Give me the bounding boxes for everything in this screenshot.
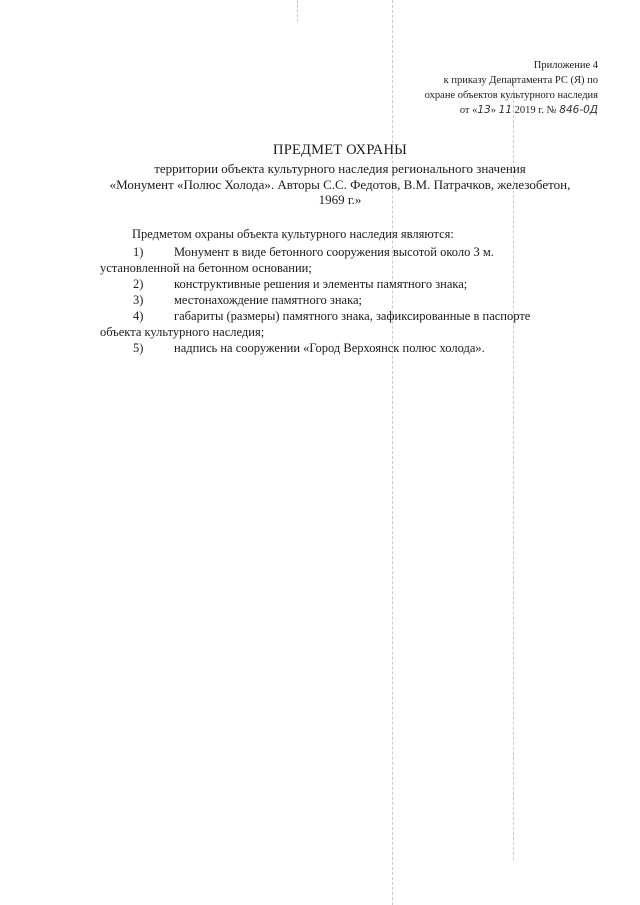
item-text: Монумент в виде бетонного сооружения высотой около 3 м. bbox=[174, 245, 494, 259]
appendix-line: к приказу Департамента РС (Я) по bbox=[443, 75, 598, 86]
date-prefix: от « bbox=[459, 105, 478, 116]
item-text: конструктивные решения и элементы памятного знака; bbox=[174, 277, 468, 291]
page-title: ПРЕДМЕТ ОХРАНЫ bbox=[273, 142, 407, 158]
item-text-continuation: установленной на бетонном основании; bbox=[100, 261, 312, 275]
item-number: 1) bbox=[133, 245, 144, 259]
item-number: 5) bbox=[133, 341, 144, 355]
subtitle-line: территории объекта культурного наследия регионального значения bbox=[154, 161, 526, 176]
list-item bbox=[100, 308, 574, 340]
scan-fold-line bbox=[297, 0, 298, 22]
date-mid: » bbox=[490, 105, 499, 116]
item-number: 3) bbox=[133, 293, 144, 307]
handwritten-number: 846-0Д bbox=[559, 104, 598, 116]
page-subtitle bbox=[98, 161, 582, 208]
appendix-line: Приложение 4 bbox=[533, 60, 598, 71]
item-text: местонахождение памятного знака; bbox=[174, 293, 362, 307]
list-item bbox=[100, 244, 574, 276]
date-year: 2019 г. № bbox=[512, 105, 560, 116]
scan-fold-line bbox=[392, 0, 393, 905]
list-item bbox=[100, 276, 574, 292]
item-text: надпись на сооружении «Город Верхоянск полюс холода». bbox=[174, 341, 485, 355]
handwritten-day: 13 bbox=[477, 104, 491, 116]
subtitle-line: 1969 г.» bbox=[318, 192, 362, 207]
item-text: габариты (размеры) памятного знака, зафиксированные в паспорте bbox=[174, 309, 531, 323]
list-item bbox=[100, 340, 574, 356]
appendix-line: охране объектов культурного наследия bbox=[424, 90, 598, 101]
appendix-header bbox=[378, 58, 598, 118]
list-intro: Предметом охраны объекта культурного наследия являются: bbox=[132, 227, 454, 241]
subtitle-line: «Монумент «Полюс Холода». Авторы С.С. Федотов, В.М. Патрачков, железобетон, bbox=[109, 176, 571, 192]
handwritten-month: 11 bbox=[498, 104, 513, 116]
protection-list bbox=[100, 226, 574, 356]
item-number: 2) bbox=[133, 277, 144, 291]
item-number: 4) bbox=[133, 309, 144, 323]
appendix-date-line bbox=[378, 103, 598, 118]
item-text-continuation: объекта культурного наследия; bbox=[100, 325, 265, 339]
list-item bbox=[100, 292, 574, 308]
